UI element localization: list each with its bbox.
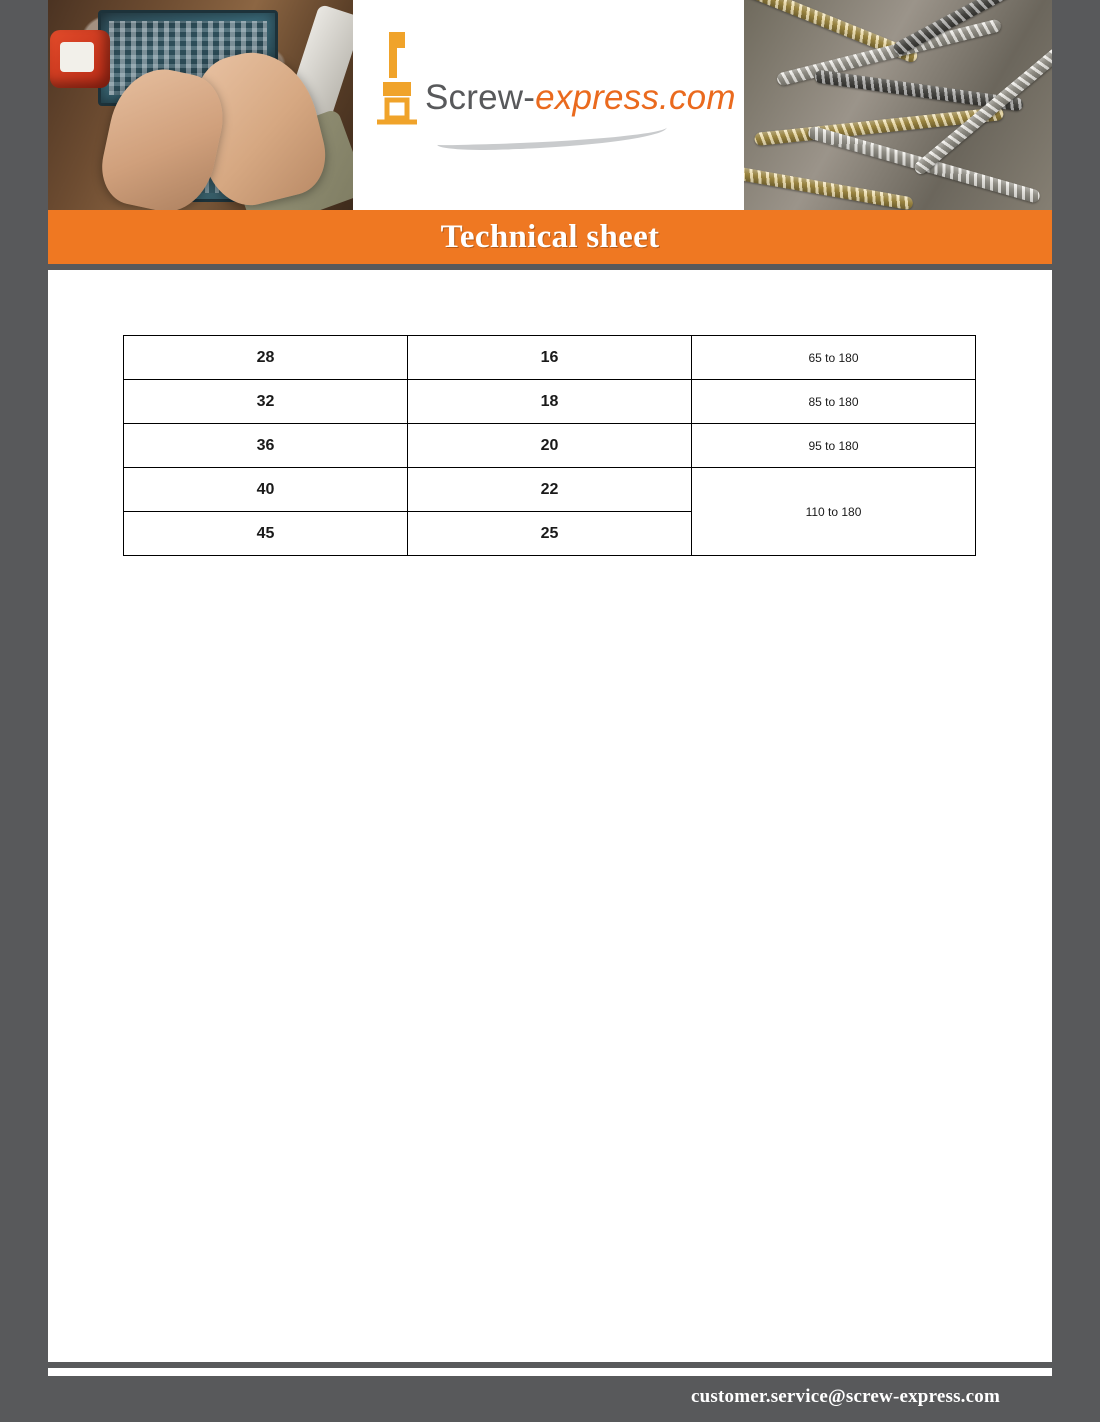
page-title: Technical sheet bbox=[440, 218, 660, 255]
logo-area bbox=[353, 0, 744, 210]
logo-text-secondary: express.com bbox=[535, 78, 736, 117]
table-row bbox=[124, 424, 976, 468]
table-cell-a: 45 bbox=[124, 512, 408, 556]
tape-measure-icon bbox=[50, 30, 110, 88]
logo-swoosh-decoration bbox=[437, 120, 668, 152]
specification-table bbox=[123, 335, 976, 556]
page-content bbox=[48, 270, 1052, 1362]
screw-clamp-icon bbox=[359, 26, 423, 146]
header-photo-workbench bbox=[48, 0, 353, 210]
footer-white-strip bbox=[48, 1368, 1052, 1376]
table-row bbox=[124, 468, 976, 512]
table-cell-b: 18 bbox=[408, 380, 692, 424]
page-edge-bar-right bbox=[1052, 0, 1100, 1422]
page-edge-bar-left bbox=[0, 0, 48, 1422]
table-cell-c: 65 to 180 bbox=[692, 336, 976, 380]
table-cell-c: 110 to 180 bbox=[692, 468, 976, 556]
table-cell-a: 40 bbox=[124, 468, 408, 512]
footer-email: customer.service@screw-express.com bbox=[690, 1386, 1000, 1407]
table-row bbox=[124, 336, 976, 380]
table-cell-b: 22 bbox=[408, 468, 692, 512]
technical-sheet-banner bbox=[48, 210, 1052, 264]
table-row bbox=[124, 380, 976, 424]
table-cell-b: 20 bbox=[408, 424, 692, 468]
table-cell-b: 16 bbox=[408, 336, 692, 380]
table-cell-b: 25 bbox=[408, 512, 692, 556]
header-photo-screws bbox=[744, 0, 1052, 210]
table-cell-c: 85 to 180 bbox=[692, 380, 976, 424]
table-cell-a: 36 bbox=[124, 424, 408, 468]
logo-text-primary: Screw- bbox=[425, 78, 536, 117]
table-cell-a: 32 bbox=[124, 380, 408, 424]
logo-text bbox=[425, 78, 736, 118]
table-cell-a: 28 bbox=[124, 336, 408, 380]
page-header bbox=[48, 0, 1052, 210]
table-cell-c: 95 to 180 bbox=[692, 424, 976, 468]
